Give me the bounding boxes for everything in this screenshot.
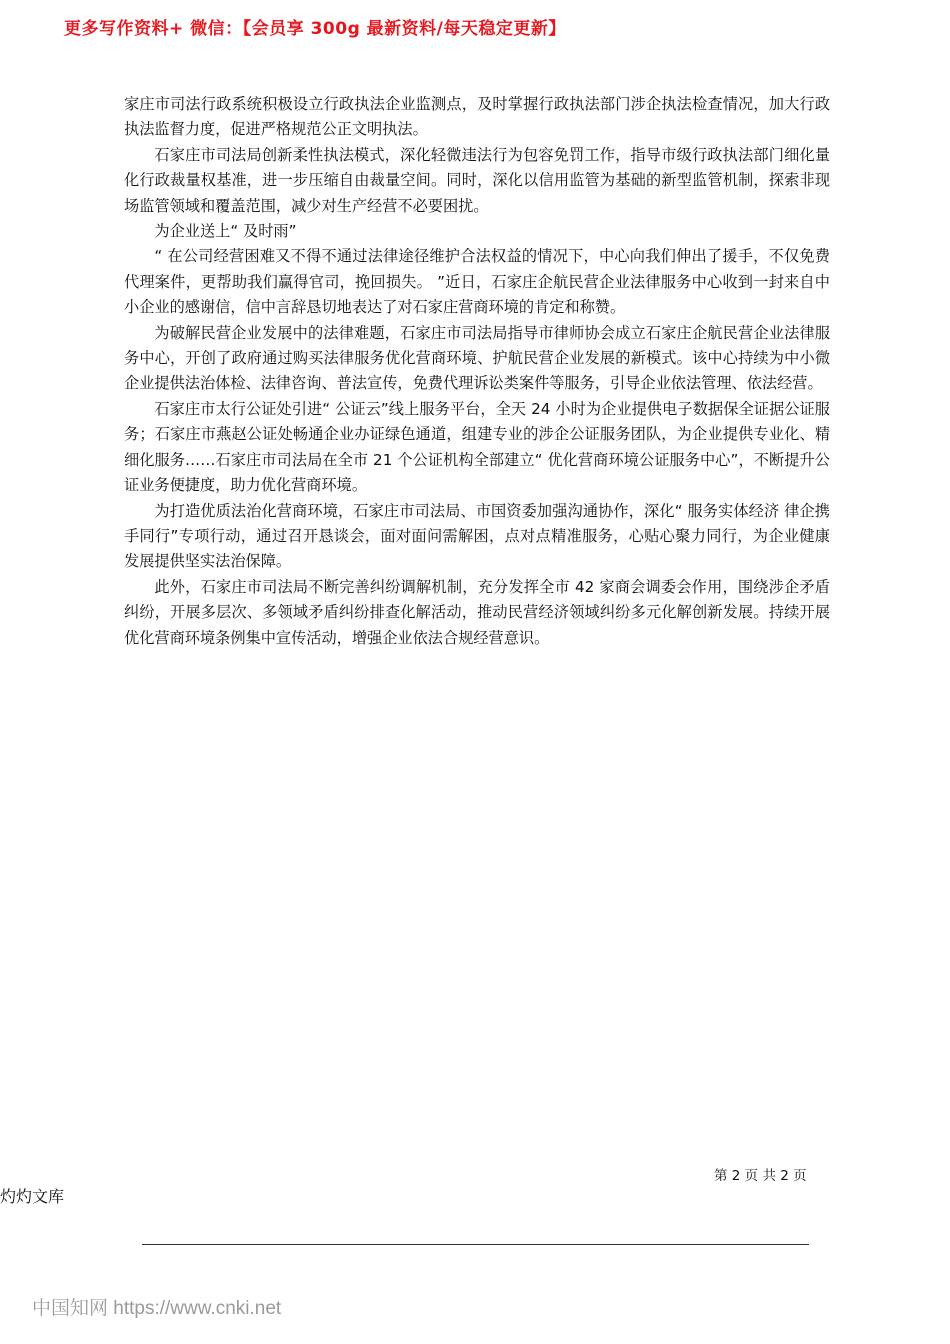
document-body <box>124 92 830 651</box>
paragraph-7: 此外，石家庄市司法局不断完善纠纷调解机制，充分发挥全市 42 家商会调委会作用，围绕涉企矛盾纠纷，开展多层次、多领域矛盾纠纷排查化解活动，推动民营经济领域纠纷多元化解创新发展。持续开展优化营商环境条例集中宣传活动，增强企业依法合规经营意识。 <box>124 577 830 647</box>
brand-label: 灼灼文库 <box>0 1187 65 1206</box>
watermark: 中国知网 https://www.cnki.net <box>32 1298 282 1319</box>
paragraph-4: 为破解民营企业发展中的法律难题，石家庄市司法局指导市律师协会成立石家庄企航民营企业法律服务中心，开创了政府通过购买法律服务优化营商环境、护航民营企业发展的新模式。该中心持续为中小微企业提供法治体检、法律咨询、普法宣传，免费代理诉讼类案件等服务，引导企业依法管理、依法经营。 <box>124 323 830 393</box>
footer-divider <box>142 1244 809 1245</box>
paragraph-1: 家庄市司法行政系统积极设立行政执法企业监测点，及时掌握行政执法部门涉企执法检查情况，加大行政执法监督力度，促进严格规范公正文明执法。 <box>124 95 830 139</box>
promo-banner: 更多写作资料+ 微信：【会员享 300g 最新资料/每天稳定更新】 <box>64 19 566 39</box>
page-number: 第 2 页 共 2 页 <box>714 1168 807 1184</box>
paragraph-5: 石家庄市太行公证处引进“ 公证云”线上服务平台，全天 24 小时为企业提供电子数据保全证据公证服务；石家庄市燕赵公证处畅通企业办证绿色通道，组建专业的涉企公证服务团队，为企业提供专业化、精细化服务……石家庄市司法局在全市 21 个公证机构全部建立“ 优化营商环境公证服务中心”，不断提升公证业务便捷度，助力优化营商环境。 <box>124 399 830 495</box>
paragraph-6: 为打造优质法治化营商环境，石家庄市司法局、市国资委加强沟通协作，深化“ 服务实体经济 律企携手同行”专项行动，通过召开恳谈会，面对面问需解困，点对点精准服务，心贴心聚力同行，为企业健康发展提供坚实法治保障。 <box>124 501 830 571</box>
paragraph-3: “ 在公司经营困难又不得不通过法律途径维护合法权益的情况下，中心向我们伸出了援手，不仅免费代理案件，更帮助我们赢得官司，挽回损失。 ”近日，石家庄企航民营企业法律服务中心收到一封来自中小企业的感谢信，信中言辞恳切地表达了对石家庄营商环境的肯定和称赞。 <box>124 247 830 317</box>
section-heading: 为企业送上“ 及时雨” <box>154 222 297 241</box>
paragraph-2: 石家庄市司法局创新柔性执法模式，深化轻微违法行为包容免罚工作，指导市级行政执法部门细化量化行政裁量权基准，进一步压缩自由裁量空间。同时，深化以信用监管为基础的新型监管机制，探索非现场监管领域和覆盖范围，减少对生产经营不必要困扰。 <box>124 145 830 215</box>
